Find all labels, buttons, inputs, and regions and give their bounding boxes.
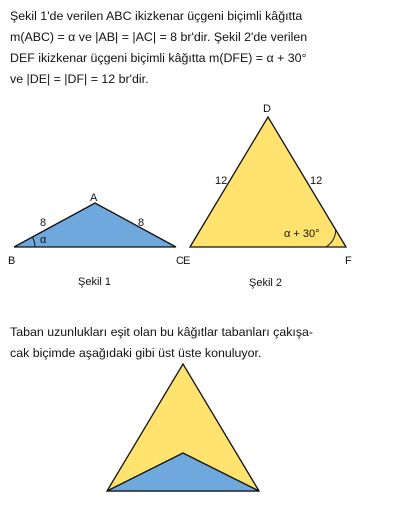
- vertex-label-e: E: [183, 255, 191, 267]
- side-label-de: 12: [215, 175, 228, 187]
- intro-line: DEF ikizkenar üçgeni biçimli kâğıtta m(DFE) = α + 30°: [10, 51, 307, 65]
- figure-3-overlapping-triangles: [100, 360, 270, 500]
- triangle-def: [190, 117, 346, 247]
- figure-1-triangle-abc: [0, 185, 190, 295]
- vertex-label-b: B: [8, 255, 16, 267]
- side-label-ac: 8: [138, 217, 145, 229]
- problem-intro: [10, 6, 402, 90]
- vertex-label-a: A: [90, 192, 98, 204]
- vertex-label-d: D: [263, 103, 271, 115]
- triangle-abc: [14, 203, 176, 247]
- angle-label-alpha-plus-30: α + 30°: [284, 228, 320, 240]
- figure-2-triangle-def: [180, 100, 366, 295]
- intro-line: Şekil 1'de verilen ABC ikizkenar üçgeni biçimli kâğıtta: [10, 9, 303, 23]
- side-label-df: 12: [310, 175, 323, 187]
- angle-label-alpha: α: [40, 234, 47, 246]
- intro-line: ve |DE| = |DF| = 12 br'dir.: [10, 72, 149, 86]
- followup-line: cak biçimde aşağıdaki gibi üst üste konuluyor.: [10, 346, 262, 360]
- problem-followup: [10, 322, 400, 364]
- vertex-label-c: C: [176, 255, 184, 267]
- figure-2-caption: Şekil 2: [249, 277, 283, 289]
- side-label-ab: 8: [40, 217, 47, 229]
- vertex-label-f: F: [345, 255, 352, 267]
- followup-line: Taban uzunlukları eşit olan bu kâğıtlar tabanları çakışa-: [10, 325, 314, 339]
- intro-line: m(ABC) = α ve |AB| = |AC| = 8 br'dir. Şekil 2'de verilen: [10, 30, 308, 44]
- figure-1-caption: Şekil 1: [78, 276, 112, 288]
